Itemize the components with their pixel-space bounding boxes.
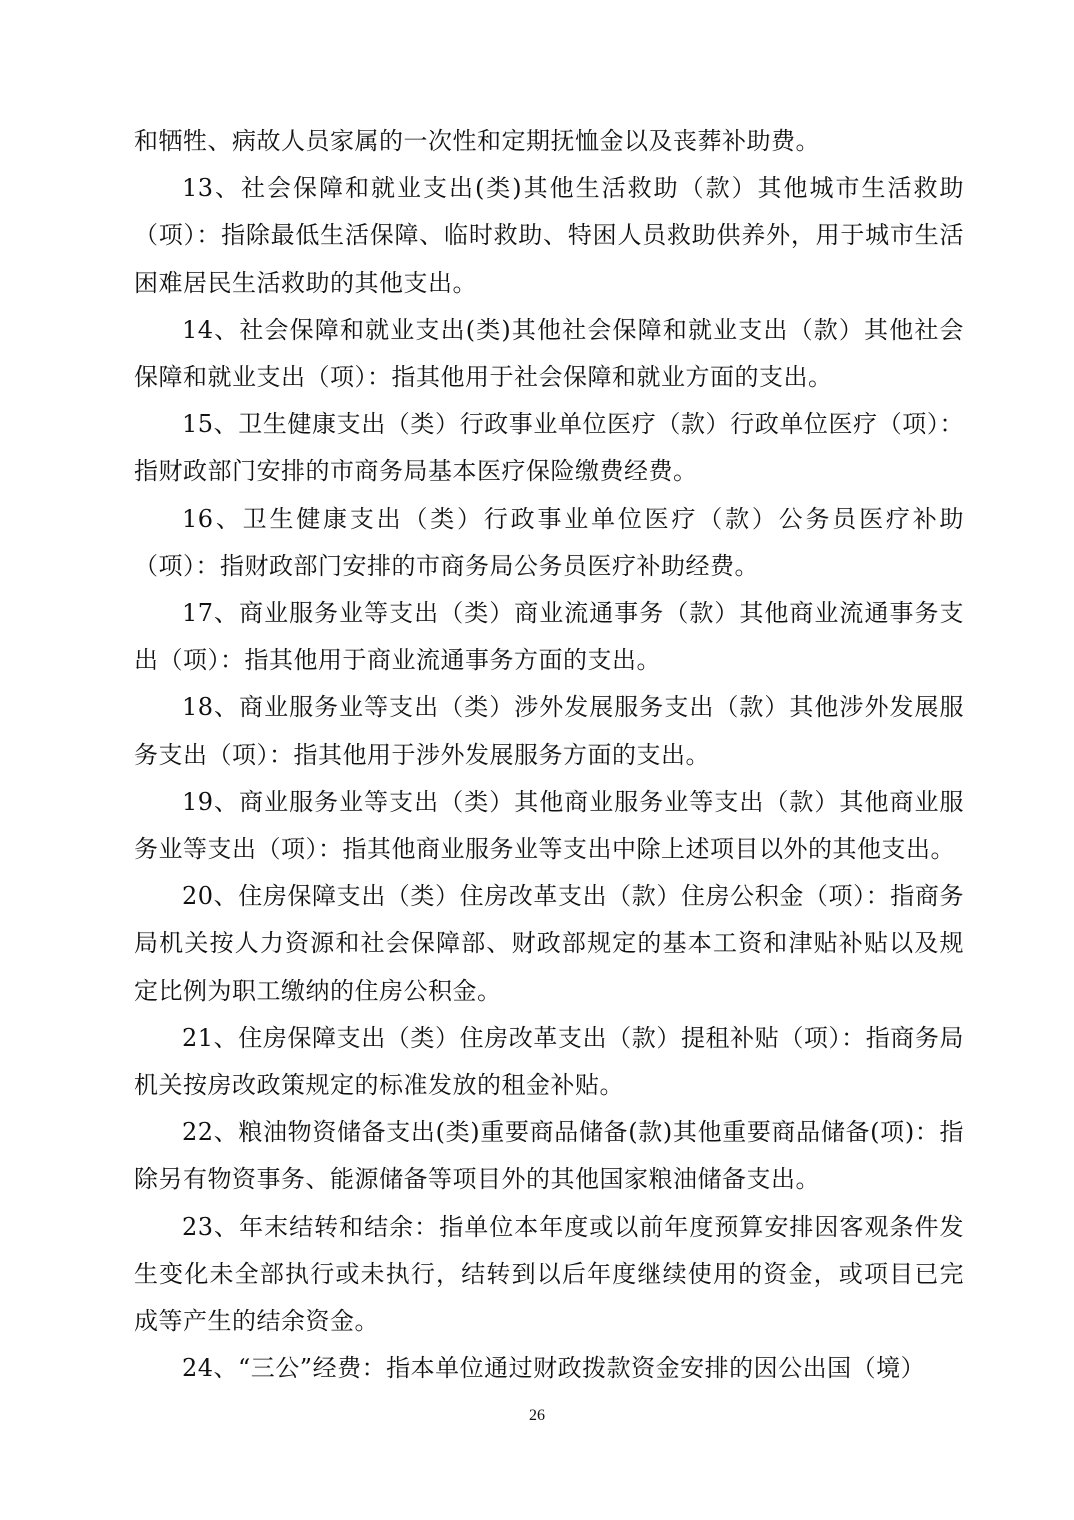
paragraph-13: 24、“三公”经费：指本单位通过财政拨款资金安排的因公出国（境） xyxy=(182,1354,926,1383)
paragraph-11: 22、粮油物资储备支出(类)重要商品储备(款)其他重要商品储备(项)：指除另有物资事务、能源储备等项目外的其他国家粮油储备支出。 xyxy=(134,1118,964,1194)
paragraph-5: 16、卫生健康支出（类）行政事业单位医疗（款）公务员医疗补助（项）：指财政部门安排的市商务局公务员医疗补助经费。 xyxy=(134,504,964,580)
paragraph-12: 23、年末结转和结余：指单位本年度或以前年度预算安排因客观条件发生变化未全部执行或未执行，结转到以后年度继续使用的资金，或项目已完成等产生的结余资金。 xyxy=(134,1212,964,1336)
body-text xyxy=(134,118,964,1392)
paragraph-9: 20、住房保障支出（类）住房改革支出（款）住房公积金（项）：指商务局机关按人力资源和社会保障部、财政部规定的基本工资和津贴补贴以及规定比例为职工缴纳的住房公积金。 xyxy=(134,882,964,1005)
paragraph-10: 21、住房保障支出（类）住房改革支出（款）提租补贴（项）：指商务局机关按房改政策规定的标准发放的租金补贴。 xyxy=(134,1023,964,1100)
paragraph-1: 和牺牲、病故人员家属的一次性和定期抚恤金以及丧葬补助费。 xyxy=(134,127,820,155)
paragraph-4: 15、卫生健康支出（类）行政事业单位医疗（款）行政单位医疗（项）：指财政部门安排的市商务局基本医疗保险缴费经费。 xyxy=(134,410,964,486)
paragraph-2: 13、社会保障和就业支出(类)其他生活救助（款）其他城市生活救助（项）：指除最低生活保障、临时救助、特困人员救助供养外，用于城市生活困难居民生活救助的其他支出。 xyxy=(134,174,964,297)
paragraph-7: 18、商业服务业等支出（类）涉外发展服务支出（款）其他涉外发展服务支出（项）：指其他用于涉外发展服务方面的支出。 xyxy=(134,693,964,769)
paragraph-3: 14、社会保障和就业支出(类)其他社会保障和就业支出（款）其他社会保障和就业支出（项）：指其他用于社会保障和就业方面的支出。 xyxy=(134,315,964,392)
paragraph-6: 17、商业服务业等支出（类）商业流通事务（款）其他商业流通事务支出（项）：指其他用于商业流通事务方面的支出。 xyxy=(134,599,964,675)
paragraph-8: 19、商业服务业等支出（类）其他商业服务业等支出（款）其他商业服务业等支出（项）：指其他商业服务业等支出中除上述项目以外的其他支出。 xyxy=(134,787,964,864)
page-number: 26 xyxy=(529,1407,545,1424)
